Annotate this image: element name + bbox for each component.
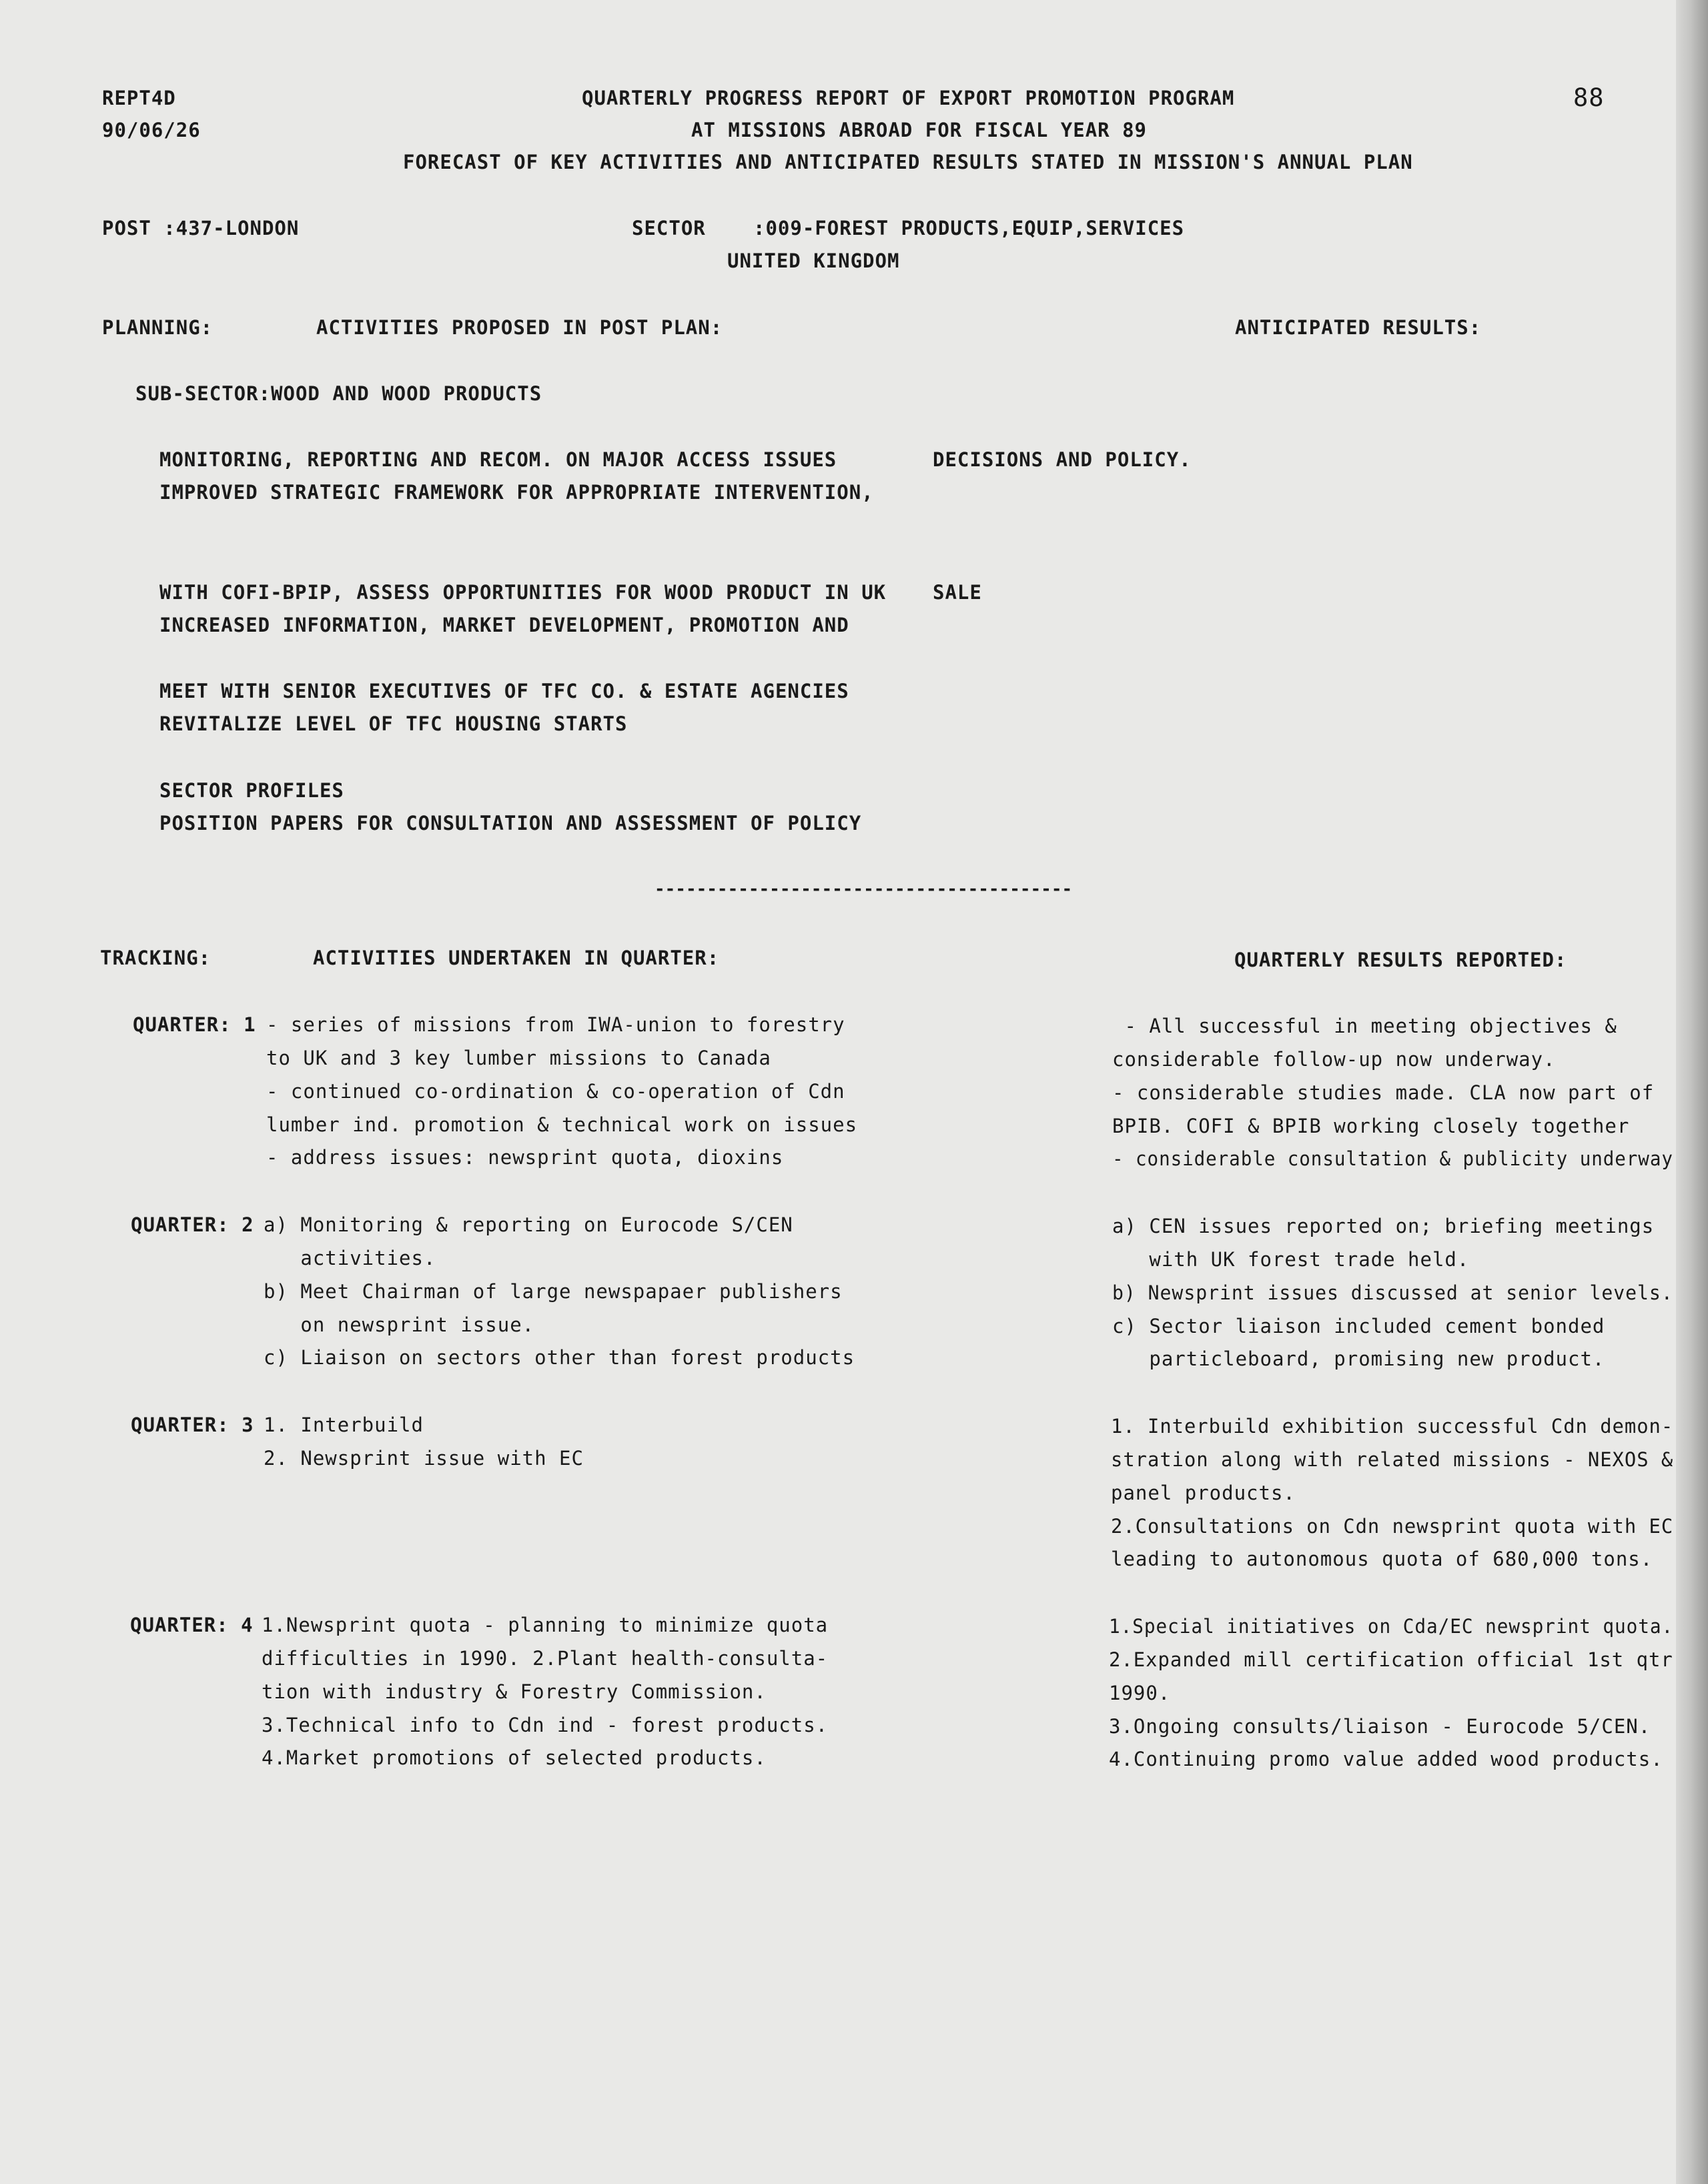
quarter-activity-line: a) Monitoring & reporting on Eurocode S/CEN [264, 1213, 793, 1236]
quarter-result-line: 1.Special initiatives on Cda/EC newsprint quota. [1109, 1615, 1674, 1638]
planning-results-heading: ANTICIPATED RESULTS: [1235, 316, 1482, 339]
planning-result: DECISIONS AND POLICY. [933, 448, 1192, 471]
quarter-label: QUARTER: 1 [133, 1013, 256, 1036]
quarter-activity-line: lumber ind. promotion & technical work on issues [266, 1113, 858, 1136]
country-label: UNITED KINGDOM [727, 249, 900, 272]
report-date: 90/06/26 [102, 119, 201, 141]
quarter-result-line: stration along with related missions - NEXOS & [1111, 1448, 1674, 1471]
quarter-activity-line: difficulties in 1990. 2.Plant health-consulta- [262, 1647, 829, 1670]
quarter-result-line: with UK forest trade held. [1112, 1248, 1470, 1271]
quarter-activity-line: 1. Interbuild [264, 1414, 424, 1436]
quarter-activity-line: 3.Technical info to Cdn ind - forest products. [262, 1714, 829, 1736]
report-forecast-title: FORECAST OF KEY ACTIVITIES AND ANTICIPATED RESULTS STATED IN MISSION'S ANNUAL PLAN [403, 151, 1413, 173]
planning-label: PLANNING: [102, 316, 214, 339]
tracking-results-heading: QUARTERLY RESULTS REPORTED: [1234, 949, 1567, 971]
tracking-activities-heading: ACTIVITIES UNDERTAKEN IN QUARTER: [313, 947, 720, 969]
quarter-activity-line: 1.Newsprint quota - planning to minimize quota [262, 1614, 829, 1636]
sector-label: SECTOR [632, 217, 706, 239]
planning-activity-line: POSITION PAPERS FOR CONSULTATION AND ASSESSMENT OF POLICY [159, 812, 862, 835]
quarter-result-line: panel products. [1111, 1482, 1296, 1504]
quarter-label: QUARTER: 4 [130, 1614, 254, 1636]
tracking-label: TRACKING: [100, 947, 211, 969]
quarter-activity-line: 2. Newsprint issue with EC [264, 1447, 584, 1470]
quarter-label: QUARTER: 3 [131, 1414, 254, 1436]
quarter-result-line: - All successful in meeting objectives & [1112, 1015, 1617, 1037]
planning-result: SALE [933, 581, 982, 604]
quarter-result-line: 1990. [1109, 1682, 1171, 1704]
planning-activity-line: SECTOR PROFILES [159, 779, 344, 802]
quarter-result-line: 3.Ongoing consults/liaison - Eurocode 5/CEN. [1109, 1715, 1651, 1738]
quarter-result-line: - considerable studies made. CLA now part of [1112, 1081, 1655, 1104]
quarter-activity-line: 4.Market promotions of selected products. [262, 1746, 767, 1769]
quarter-activity-line: on newsprint issue. [264, 1313, 535, 1336]
quarter-activity-line: b) Meet Chairman of large newspapaer publishers [264, 1280, 843, 1303]
report-subtitle: AT MISSIONS ABROAD FOR FISCAL YEAR 89 [691, 119, 1148, 141]
quarter-result-line: 4.Continuing promo value added wood products. [1109, 1748, 1663, 1770]
quarter-activity-line: tion with industry & Forestry Commission. [262, 1680, 767, 1703]
quarter-activity-line: activities. [264, 1247, 436, 1269]
quarter-result-line: particleboard, promising new product. [1112, 1347, 1605, 1370]
planning-activity-line: REVITALIZE LEVEL OF TFC HOUSING STARTS [159, 712, 628, 735]
planning-activity-line: IMPROVED STRATEGIC FRAMEWORK FOR APPROPRIATE INTERVENTION, [159, 481, 874, 504]
quarter-result-line: - considerable consultation & publicity underway [1112, 1147, 1673, 1170]
planning-activities-heading: ACTIVITIES PROPOSED IN POST PLAN: [316, 316, 723, 339]
page-number: 88 [1573, 83, 1605, 112]
quarter-activity-line: c) Liaison on sectors other than forest products [264, 1346, 855, 1369]
section-separator: ---------------------------------------- [655, 879, 1073, 899]
planning-activity-line: MONITORING, REPORTING AND RECOM. ON MAJOR ACCESS ISSUES [159, 448, 837, 471]
planning-activity-line: INCREASED INFORMATION, MARKET DEVELOPMENT, PROMOTION AND [159, 614, 849, 636]
planning-activity-line: MEET WITH SENIOR EXECUTIVES OF TFC CO. & ESTATE AGENCIES [159, 680, 849, 702]
quarter-result-line: considerable follow-up now underway. [1112, 1048, 1556, 1071]
quarter-label: QUARTER: 2 [131, 1213, 254, 1236]
quarter-result-line: BPIB. COFI & BPIB working closely together [1112, 1115, 1630, 1137]
quarter-activity-line: - series of missions from IWA-union to forestry [266, 1013, 845, 1036]
planning-activity-line: WITH COFI-BPIP, ASSESS OPPORTUNITIES FOR WOOD PRODUCT IN UK [159, 581, 887, 604]
quarter-result-line: b) Newsprint issues discussed at senior levels. [1112, 1281, 1673, 1304]
quarter-activity-line: to UK and 3 key lumber missions to Canada [266, 1047, 771, 1069]
subsector-label: SUB-SECTOR:WOOD AND WOOD PRODUCTS [135, 382, 542, 405]
quarter-result-line: 1. Interbuild exhibition successful Cdn demon- [1111, 1415, 1674, 1438]
report-title: QUARTERLY PROGRESS REPORT OF EXPORT PROMOTION PROGRAM [582, 87, 1235, 109]
quarter-activity-line: - continued co-ordination & co-operation of Cdn [266, 1080, 845, 1103]
quarter-result-line: 2.Expanded mill certification official 1st qtr [1109, 1648, 1673, 1671]
post-label: POST :437-LONDON [102, 217, 300, 239]
quarter-result-line: a) CEN issues reported on; briefing meetings [1112, 1215, 1655, 1237]
quarter-result-line: leading to autonomous quota of 680,000 tons. [1111, 1548, 1653, 1570]
sector-value: :009-FOREST PRODUCTS,EQUIP,SERVICES [753, 217, 1185, 239]
report-id: REPT4D [102, 87, 176, 109]
quarter-activity-line: - address issues: newsprint quota, dioxins [266, 1146, 784, 1169]
quarter-result-line: 2.Consultations on Cdn newsprint quota with EC [1111, 1515, 1674, 1538]
binding-shadow [1676, 0, 1708, 2184]
quarter-result-line: c) Sector liaison included cement bonded [1112, 1315, 1605, 1337]
